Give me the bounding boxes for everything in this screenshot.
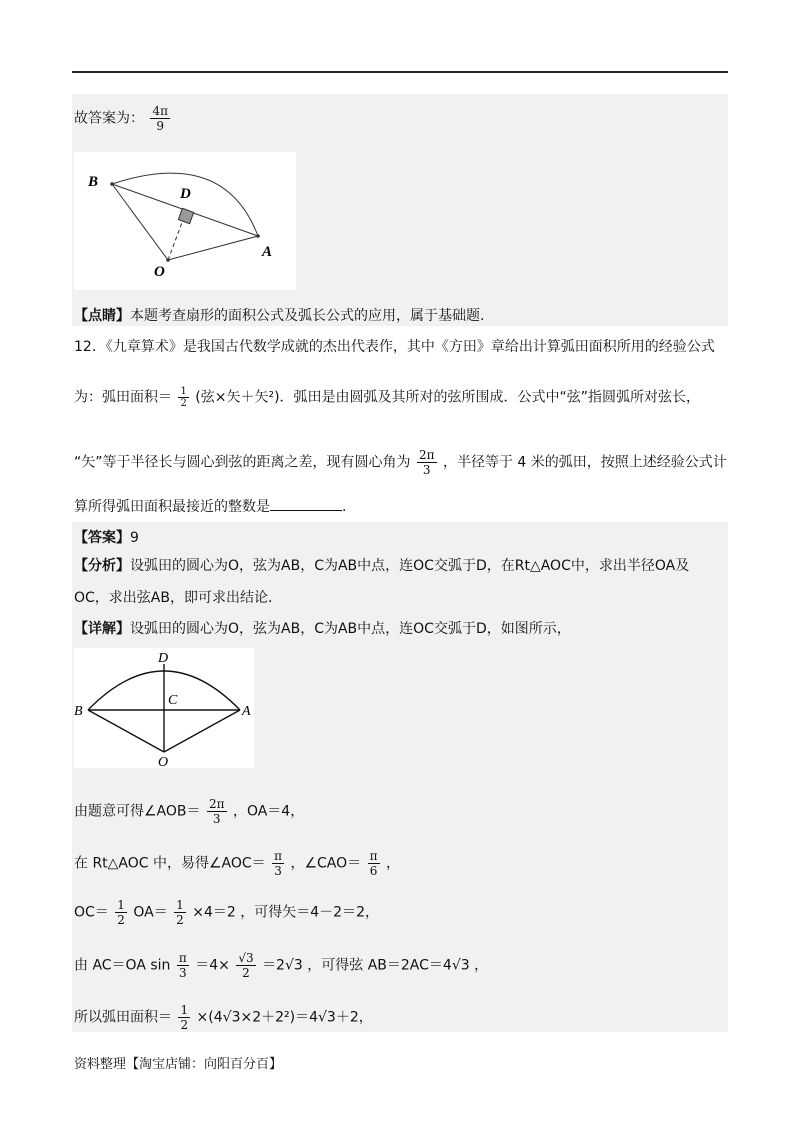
half-fraction-c: $\frac{1}{2}$ [180,1003,189,1032]
answer-blank [270,498,342,511]
step-1: 由题意可得∠AOB＝ $\frac{2\pi}{3}$ ，OA＝4， [74,797,305,826]
step-5: 所以弧田面积＝ $\frac{1}{2}$ ×(4√3×2＋2²)＝4√3＋2， [74,1003,373,1032]
question-line-1: 12．《九章算术》是我国古代数学成就的杰出代表作，其中《方田》章给出计算弧田面积所用的经验公式 [74,339,715,355]
answer-fraction: $\frac{4\pi}{9}$ [152,104,168,133]
question-line-3: “矢”等于半径长与圆心到弦的距离之差，现有圆心角为 $\frac{2\pi}{3}$ ，半径等于 4 米的弧田，按照上述经验公式计 [74,448,727,477]
top-rule [72,71,728,73]
label-o: O [158,755,169,768]
footer-source: 资料整理【淘宝店铺：向阳百分百】 [74,1057,283,1072]
half-fraction-a: $\frac{1}{2}$ [117,898,125,927]
label-a: A [262,244,273,260]
label-b: B [88,174,99,190]
radius-ob [88,710,164,752]
step-4: 由 AC＝OA sin $\frac{\pi}{3}$ ＝4× $\frac{√3}{2}$ ＝2√3 ，可得弦 AB＝2AC＝4√3 ， [74,951,489,980]
analysis-line-1: 【分析】设弧田的圆心为O，弦为AB，C为AB中点，连OC交弧于D，在Rt△AOC中，求出半径OA及 [74,558,690,574]
figure-arc-field [74,648,254,768]
angle-cao-fraction: $\frac{\pi}{6}$ [369,849,378,878]
right-angle-mark [178,208,193,223]
half-fraction-b: $\frac{1}{2}$ [176,898,184,927]
question-line-4: 算所得弧田面积最接近的整数是 . [74,499,347,515]
label-b: B [74,704,83,719]
half-fraction: $\frac{1}{2}$ [180,386,187,409]
step-2: 在 Rt△AOC 中，易得∠AOC＝ $\frac{\pi}{3}$ ，∠CAO＝ $\frac{\pi}{6}$ ， [74,849,400,878]
detail-line-1: 【详解】设弧田的圆心为O，弦为AB，C为AB中点，连OC交弧于D，如图所示， [74,621,571,637]
radius-ob [112,184,168,260]
sector-arc [112,173,258,236]
figure-sector-bdao [74,152,296,290]
question-line-2: 为：弧田面积＝ $\frac{1}{2}$ (弦×矢＋矢²)．弧田是由圆弧及其所对的弦所围成．公式中“弦”指圆弧所对弦长， [74,386,701,409]
label-d: D [158,651,169,666]
label-c: C [168,693,178,708]
step-3: OC＝ $\frac{1}{2}$ OA＝ $\frac{1}{2}$ ×4＝2 ，可得矢＝4－2＝2， [74,898,379,927]
pi-third-fraction: $\frac{\pi}{3}$ [178,951,187,980]
analysis-line-2: OC，求出弦AB，即可求出结论． [74,590,282,606]
answer-line: 【答案】9 [74,530,139,546]
label-d: D [180,186,191,202]
angle-fraction: $\frac{2\pi}{3}$ [418,448,435,477]
root3-half-fraction: $\frac{√3}{2}$ [238,951,254,980]
previous-answer: 故答案为： $\frac{4\pi}{9}$ [74,104,168,133]
radius-oa [164,710,240,752]
label-a: A [242,704,251,719]
angle-aob-fraction: $\frac{2\pi}{3}$ [208,797,225,826]
tip-line: 【点睛】本题考查扇形的面积公式及弧长公式的应用，属于基础题. [74,308,485,324]
radius-oa [168,236,258,260]
angle-aoc-fraction: $\frac{\pi}{3}$ [274,849,283,878]
label-o: O [154,264,165,280]
